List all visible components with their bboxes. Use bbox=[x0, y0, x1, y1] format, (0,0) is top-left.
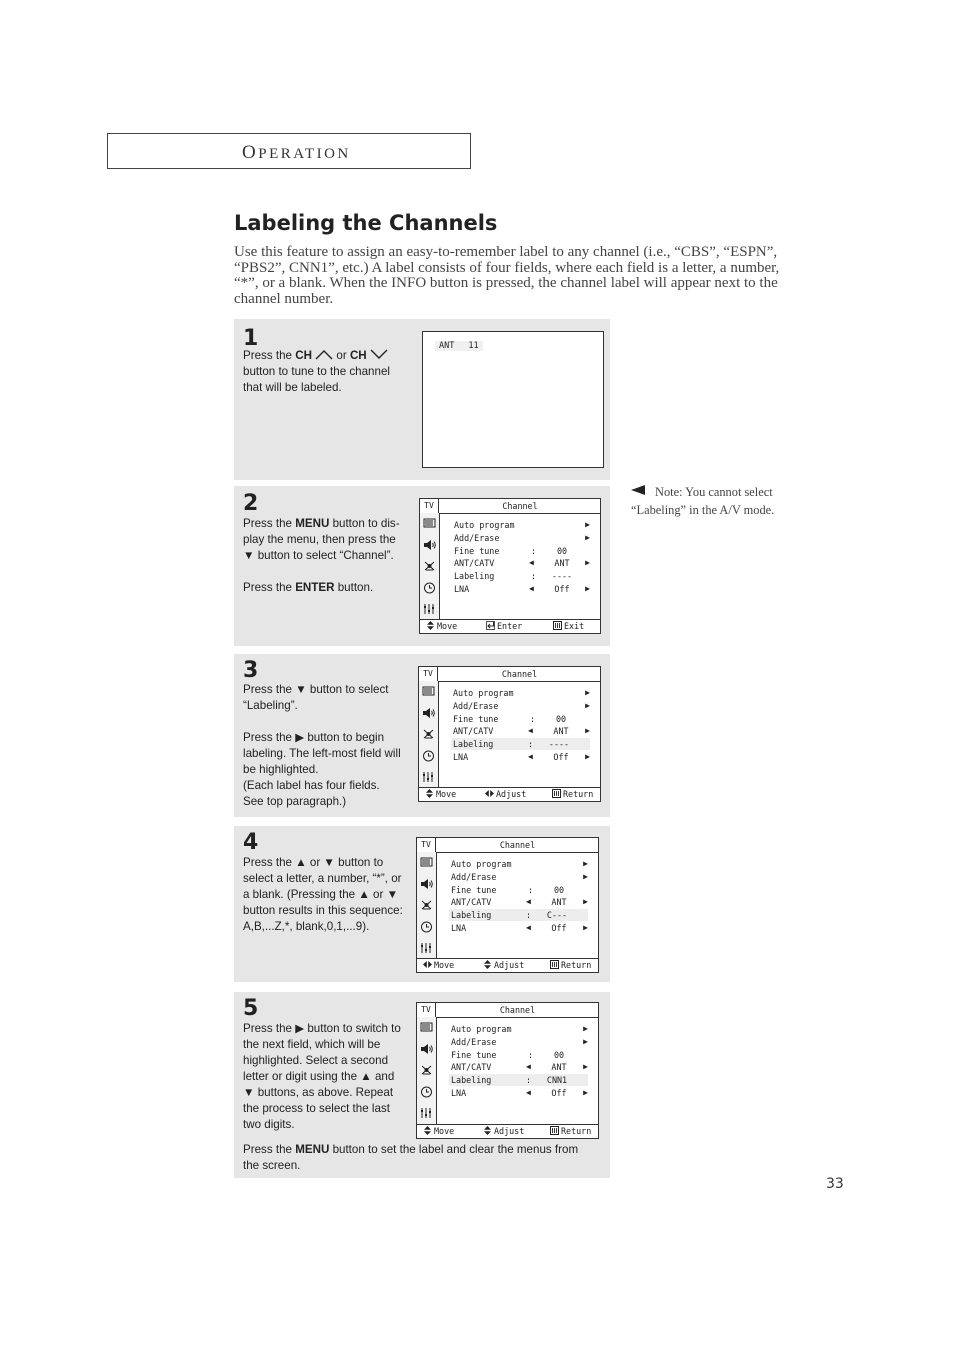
menu-icon-column bbox=[417, 1017, 437, 1125]
menu-row-colon: : bbox=[531, 571, 537, 582]
menu-row-labeling[interactable] bbox=[449, 1074, 588, 1086]
menu-row-label: Fine tune bbox=[454, 545, 500, 556]
menu-row-value: CNN1 bbox=[546, 1075, 568, 1086]
menu-picture-tab[interactable] bbox=[420, 856, 433, 868]
menu-icon-column bbox=[417, 852, 437, 959]
menu-row-auto-program[interactable] bbox=[451, 858, 588, 870]
footer-label: Enter bbox=[497, 621, 523, 631]
channel-number: 11 bbox=[468, 341, 479, 351]
menu-row-label: ANT/CATV bbox=[453, 726, 494, 737]
footer-label: Return bbox=[561, 960, 592, 970]
menu-row-auto-program[interactable] bbox=[454, 519, 590, 531]
menu-row-label: Labeling bbox=[454, 571, 495, 582]
footer-move bbox=[425, 788, 456, 800]
step-instructions: Press the ▶ button to switch to the next field, which will be highlighted. Select a second letter or digit using the ▲ and ▼ buttons, as above. Repeat the process to select the last two digits. bbox=[243, 1022, 401, 1131]
menu-row-colon: : bbox=[528, 739, 534, 750]
right-arrow-icon: ▶ bbox=[583, 897, 588, 907]
step-instructions: Press the ▲ or ▼ button to select a letter, a number, “*”, or a blank. (Pressing the ▲ or ▼ button results in this sequence: A,B,...Z,*, blank,0,1,...9). bbox=[243, 856, 403, 933]
left-arrow-icon: ◀ bbox=[528, 726, 533, 736]
footer-label: Move bbox=[434, 960, 455, 970]
menu-row-label: Fine tune bbox=[451, 1049, 497, 1060]
menu-clock-tab[interactable] bbox=[420, 921, 433, 933]
menu-channel-tab[interactable] bbox=[423, 560, 436, 572]
picture-icon bbox=[420, 1021, 433, 1033]
menu-row-add-erase[interactable] bbox=[453, 700, 590, 712]
clock-icon bbox=[420, 1086, 433, 1098]
picture-icon bbox=[422, 685, 435, 697]
channel-down-icon bbox=[370, 349, 388, 360]
menu-picture-tab[interactable] bbox=[423, 517, 436, 529]
menu-row-value: 00 bbox=[553, 1049, 565, 1060]
clock-icon bbox=[420, 921, 433, 933]
menu-title: Channel bbox=[502, 501, 538, 511]
menu-row-label: Add/Erase bbox=[451, 871, 497, 882]
menu-setup-tab[interactable] bbox=[423, 603, 436, 615]
channel-menu bbox=[418, 666, 601, 802]
menu-row-labeling[interactable] bbox=[454, 570, 590, 582]
menu-title: Channel bbox=[501, 669, 538, 679]
step-3-panel bbox=[234, 654, 610, 817]
step-4-panel bbox=[234, 826, 610, 982]
menu-row-label: ANT/CATV bbox=[451, 897, 492, 908]
sound-icon bbox=[423, 539, 436, 551]
left-right-arrows-icon bbox=[485, 789, 494, 798]
menu-row-ant-catv[interactable] bbox=[453, 725, 590, 737]
menu-row-add-erase[interactable] bbox=[451, 1036, 588, 1048]
menu-row-label: LNA bbox=[454, 584, 470, 594]
menu-channel-tab[interactable] bbox=[422, 728, 435, 740]
menu-footer bbox=[420, 619, 600, 633]
footer-move bbox=[423, 1125, 454, 1137]
note-pointer-icon bbox=[631, 485, 645, 495]
footer-adjust bbox=[485, 788, 526, 800]
menu-row-label: Labeling bbox=[451, 1075, 492, 1086]
right-arrow-icon: ▶ bbox=[583, 1088, 588, 1097]
picture-icon bbox=[420, 856, 433, 868]
footer-move bbox=[423, 959, 454, 971]
menu-row-value: ANT bbox=[554, 558, 570, 569]
menu-row-fine-tune[interactable] bbox=[451, 884, 588, 896]
menu-setup-tab[interactable] bbox=[422, 771, 435, 783]
footer-return bbox=[550, 1125, 591, 1137]
menu-row-label: Auto program bbox=[451, 859, 512, 869]
menu-tv-label: TV bbox=[417, 838, 436, 852]
menu-icon-column bbox=[420, 513, 440, 620]
menu-clock-tab[interactable] bbox=[422, 750, 435, 762]
step-instructions: Press the CH or CH button to tune to the channel that will be labeled. bbox=[243, 349, 390, 394]
menu-setup-tab[interactable] bbox=[420, 1107, 433, 1119]
left-arrow-icon: ◀ bbox=[526, 897, 531, 907]
menu-row-label: Auto program bbox=[451, 1024, 512, 1034]
up-down-arrows-icon bbox=[425, 789, 434, 798]
setup-icon bbox=[420, 942, 433, 954]
menu-row-label: Labeling bbox=[451, 910, 492, 921]
menu-row-lna[interactable] bbox=[453, 751, 590, 763]
footer-adjust bbox=[483, 959, 524, 971]
menu-row-value: 00 bbox=[553, 884, 565, 895]
section-header: OPERATION bbox=[242, 142, 351, 163]
menu-row-value: Off bbox=[551, 923, 567, 933]
menu-sound-tab[interactable] bbox=[423, 539, 436, 551]
picture-icon bbox=[423, 517, 436, 529]
channel-menu bbox=[416, 837, 599, 973]
step-number: 1 bbox=[243, 326, 259, 351]
sound-icon bbox=[422, 707, 435, 719]
right-arrow-icon: ▶ bbox=[585, 726, 590, 736]
right-arrow-icon: ▶ bbox=[585, 520, 590, 529]
menu-row-colon: : bbox=[530, 713, 536, 724]
menu-setup-tab[interactable] bbox=[420, 942, 433, 954]
menu-header bbox=[417, 1003, 598, 1018]
menu-row-ant-catv[interactable] bbox=[451, 1061, 588, 1073]
channel-icon bbox=[420, 899, 433, 911]
menu-row-value: Off bbox=[551, 1088, 567, 1098]
exit-icon bbox=[553, 621, 562, 630]
menu-row-label: Auto program bbox=[454, 520, 515, 530]
step-5-panel bbox=[234, 992, 610, 1178]
channel-icon bbox=[423, 560, 436, 572]
right-arrow-icon: ▶ bbox=[583, 923, 588, 932]
channel-menu bbox=[416, 1002, 599, 1139]
menu-row-colon: : bbox=[526, 1075, 532, 1086]
channel-icon bbox=[422, 728, 435, 740]
menu-sound-tab[interactable] bbox=[420, 1043, 433, 1055]
left-arrow-icon: ◀ bbox=[528, 752, 533, 761]
channel-up-icon bbox=[315, 349, 333, 360]
right-arrow-icon: ▶ bbox=[583, 871, 588, 881]
menu-row-colon: : bbox=[528, 884, 534, 895]
menu-tv-label: TV bbox=[417, 1003, 436, 1017]
step-number: 2 bbox=[243, 491, 259, 516]
menu-channel-tab[interactable] bbox=[420, 1064, 433, 1076]
left-right-arrows-icon bbox=[423, 960, 432, 969]
menu-row-label: Add/Erase bbox=[451, 1036, 497, 1047]
menu-row-lna[interactable] bbox=[451, 1087, 588, 1099]
footer-label: Return bbox=[561, 1126, 592, 1136]
right-arrow-icon: ▶ bbox=[585, 558, 590, 568]
menu-row-colon: : bbox=[528, 1049, 534, 1060]
tv-screen bbox=[422, 331, 604, 468]
menu-row-label: LNA bbox=[451, 923, 467, 933]
footer-label: Adjust bbox=[496, 789, 527, 799]
left-arrow-icon: ◀ bbox=[526, 1088, 531, 1097]
step-1-panel bbox=[234, 319, 610, 480]
clock-icon bbox=[423, 582, 436, 594]
footer-label: Move bbox=[437, 621, 458, 631]
menu-row-add-erase[interactable] bbox=[454, 532, 590, 544]
step-instructions: Press the MENU button to dis- play the menu, then press the ▼ button to select “Channel”. Press the ENTER button. bbox=[243, 517, 400, 594]
left-arrow-icon: ◀ bbox=[529, 558, 534, 568]
menu-row-label: Add/Erase bbox=[454, 532, 500, 543]
menu-row-auto-program[interactable] bbox=[451, 1023, 588, 1035]
menu-row-colon: : bbox=[526, 910, 532, 921]
setup-icon bbox=[420, 1107, 433, 1119]
menu-sound-tab[interactable] bbox=[420, 878, 433, 890]
step-final-instruction: Press the MENU button to set the label and clear the menus from the screen. bbox=[243, 1143, 579, 1172]
setup-icon bbox=[423, 603, 436, 615]
menu-row-auto-program[interactable] bbox=[453, 687, 590, 699]
antenna-mode: ANT bbox=[439, 341, 455, 351]
menu-row-label: Fine tune bbox=[453, 713, 499, 724]
menu-row-fine-tune[interactable] bbox=[454, 545, 590, 557]
menu-footer bbox=[419, 787, 600, 801]
footer-label: Adjust bbox=[494, 960, 525, 970]
up-down-arrows-icon bbox=[483, 960, 492, 969]
menu-row-label: Fine tune bbox=[451, 884, 497, 895]
av-mode-note: Note: You cannot select “Labeling” in the A/V mode. bbox=[631, 485, 775, 517]
menu-row-value: C--- bbox=[546, 910, 568, 921]
right-arrow-icon: ▶ bbox=[585, 752, 590, 761]
menu-row-labeling[interactable] bbox=[449, 909, 588, 921]
menu-row-value: ANT bbox=[551, 1062, 567, 1073]
footer-label: Move bbox=[436, 789, 457, 799]
menu-row-value: ANT bbox=[551, 897, 567, 908]
return-icon bbox=[550, 960, 559, 969]
menu-row-label: ANT/CATV bbox=[454, 558, 495, 569]
footer-label: Move bbox=[434, 1126, 455, 1136]
menu-row-label: LNA bbox=[451, 1088, 467, 1098]
page-number: 33 bbox=[826, 1176, 844, 1192]
right-arrow-icon: ▶ bbox=[585, 584, 590, 593]
menu-row-add-erase[interactable] bbox=[451, 871, 588, 883]
enter-icon bbox=[486, 621, 495, 630]
return-icon bbox=[550, 1126, 559, 1135]
menu-channel-tab[interactable] bbox=[420, 899, 433, 911]
return-icon bbox=[552, 789, 561, 798]
left-arrow-icon: ◀ bbox=[526, 1062, 531, 1072]
menu-row-lna[interactable] bbox=[451, 922, 588, 934]
menu-row-value: ---- bbox=[551, 571, 573, 582]
menu-tv-label: TV bbox=[419, 667, 438, 681]
menu-footer bbox=[417, 958, 598, 972]
menu-row-value: Off bbox=[554, 584, 570, 594]
menu-row-value: Off bbox=[553, 752, 569, 762]
menu-row-value: ---- bbox=[548, 739, 570, 750]
menu-title: Channel bbox=[499, 840, 536, 850]
page-title: Labeling the Channels bbox=[234, 211, 498, 235]
sound-icon bbox=[420, 1043, 433, 1055]
left-arrow-icon: ◀ bbox=[529, 584, 534, 593]
menu-picture-tab[interactable] bbox=[420, 1021, 433, 1033]
step-instructions: Press the ▼ button to select “Labeling”. Press the ▶ button to begin labeling. The left-most field will be highlighted. (Each label has four fields. See top paragraph.) bbox=[243, 683, 401, 808]
right-arrow-icon: ▶ bbox=[585, 688, 590, 697]
section-header-box bbox=[107, 133, 471, 169]
menu-header bbox=[420, 499, 600, 514]
menu-row-ant-catv[interactable] bbox=[454, 557, 590, 569]
footer-exit bbox=[553, 620, 584, 632]
menu-row-value: 00 bbox=[555, 713, 567, 724]
menu-row-labeling[interactable] bbox=[451, 738, 590, 750]
right-arrow-icon: ▶ bbox=[583, 859, 588, 868]
menu-row-label: LNA bbox=[453, 752, 469, 762]
menu-header bbox=[417, 838, 598, 853]
menu-row-label: ANT/CATV bbox=[451, 1062, 492, 1073]
menu-title: Channel bbox=[499, 1005, 536, 1015]
right-arrow-icon: ▶ bbox=[583, 1024, 588, 1033]
menu-row-label: Labeling bbox=[453, 739, 494, 750]
menu-row-value: 00 bbox=[556, 545, 568, 556]
menu-row-fine-tune[interactable] bbox=[451, 1049, 588, 1061]
menu-clock-tab[interactable] bbox=[423, 582, 436, 594]
footer-move bbox=[426, 620, 457, 632]
right-arrow-icon: ▶ bbox=[585, 532, 590, 542]
right-arrow-icon: ▶ bbox=[585, 700, 590, 710]
menu-header bbox=[419, 667, 600, 682]
menu-clock-tab[interactable] bbox=[420, 1086, 433, 1098]
intro-paragraph: Use this feature to assign an easy-to-remember label to any channel (i.e., “CBS”, “ESPN”, “PBS2”, CNN1”, etc.) A label consists of four fields, where each field is a letter, a number, “*”, or a blank. When the INFO button is pressed, the channel label will appear next to the channel number. bbox=[234, 244, 780, 307]
right-arrow-icon: ▶ bbox=[583, 1036, 588, 1046]
menu-row-colon: : bbox=[531, 545, 537, 556]
channel-menu bbox=[419, 498, 601, 634]
footer-return bbox=[552, 788, 593, 800]
step-2-panel bbox=[234, 486, 610, 646]
sound-icon bbox=[420, 878, 433, 890]
footer-label: Exit bbox=[564, 621, 585, 631]
menu-icon-column bbox=[419, 681, 439, 788]
menu-row-label: Auto program bbox=[453, 688, 514, 698]
up-down-arrows-icon bbox=[423, 1126, 432, 1135]
setup-icon bbox=[422, 771, 435, 783]
up-down-arrows-icon bbox=[483, 1126, 492, 1135]
menu-row-label: Add/Erase bbox=[453, 700, 499, 711]
menu-row-fine-tune[interactable] bbox=[453, 713, 590, 725]
channel-icon bbox=[420, 1064, 433, 1076]
menu-row-lna[interactable] bbox=[454, 583, 590, 595]
left-arrow-icon: ◀ bbox=[526, 923, 531, 932]
footer-adjust bbox=[483, 1125, 524, 1137]
clock-icon bbox=[422, 750, 435, 762]
footer-enter bbox=[486, 620, 522, 632]
menu-sound-tab[interactable] bbox=[422, 707, 435, 719]
step-number: 5 bbox=[243, 996, 259, 1021]
up-down-arrows-icon bbox=[426, 621, 435, 630]
menu-footer bbox=[417, 1124, 598, 1138]
step-number: 4 bbox=[243, 830, 259, 855]
menu-picture-tab[interactable] bbox=[422, 685, 435, 697]
menu-row-ant-catv[interactable] bbox=[451, 896, 588, 908]
channel-display bbox=[435, 341, 483, 351]
footer-label: Adjust bbox=[494, 1126, 525, 1136]
footer-return bbox=[550, 959, 591, 971]
step-number: 3 bbox=[243, 658, 259, 683]
footer-label: Return bbox=[563, 789, 594, 799]
menu-tv-label: TV bbox=[420, 499, 439, 513]
right-arrow-icon: ▶ bbox=[583, 1062, 588, 1072]
menu-row-value: ANT bbox=[553, 726, 569, 737]
